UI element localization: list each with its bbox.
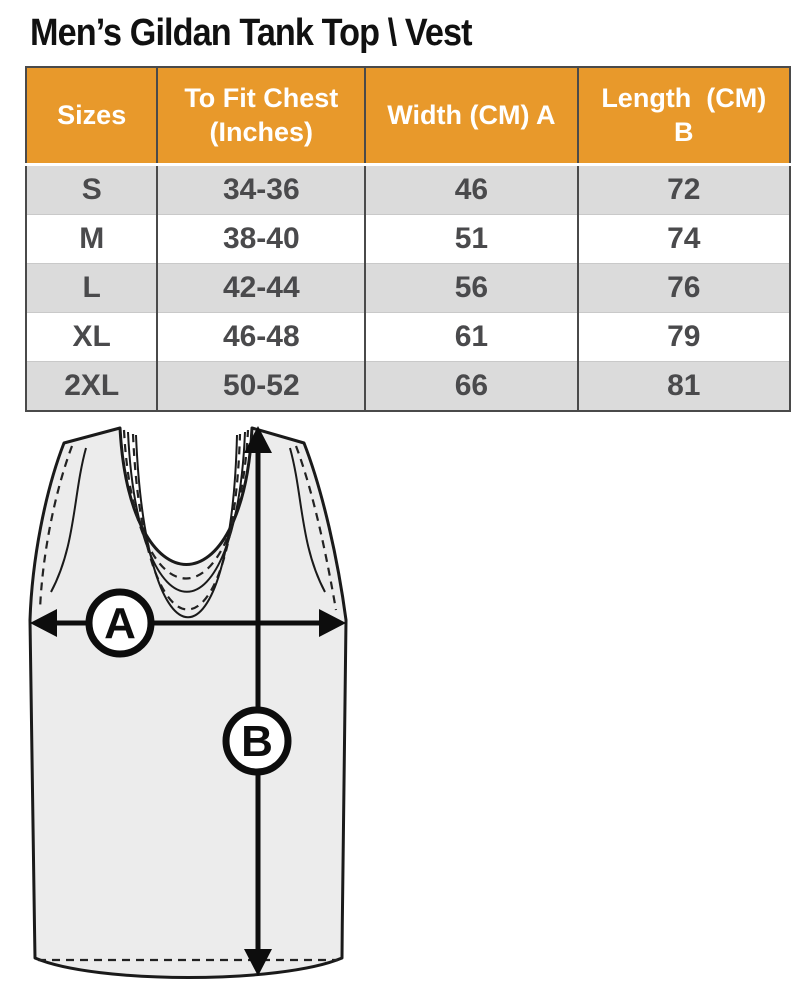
marker-b-label: B bbox=[241, 717, 273, 766]
marker-a-label: A bbox=[104, 599, 136, 648]
cell-size: XL bbox=[26, 313, 157, 362]
cell-chest: 34-36 bbox=[157, 165, 365, 215]
cell-length: 79 bbox=[578, 313, 790, 362]
header-chest: To Fit Chest (Inches) bbox=[157, 67, 365, 165]
cell-width: 66 bbox=[365, 362, 577, 412]
cell-size: L bbox=[26, 264, 157, 313]
cell-length: 81 bbox=[578, 362, 790, 412]
header-sizes: Sizes bbox=[26, 67, 157, 165]
page-title: Men’s Gildan Tank Top \ Vest bbox=[30, 12, 472, 54]
cell-chest: 46-48 bbox=[157, 313, 365, 362]
tank-top-diagram bbox=[0, 418, 380, 1000]
header-length: Length (CM) B bbox=[578, 67, 790, 165]
cell-width: 46 bbox=[365, 165, 577, 215]
size-chart-table bbox=[25, 66, 791, 412]
header-row bbox=[26, 67, 790, 165]
cell-length: 74 bbox=[578, 215, 790, 264]
cell-width: 61 bbox=[365, 313, 577, 362]
cell-chest: 50-52 bbox=[157, 362, 365, 412]
cell-length: 76 bbox=[578, 264, 790, 313]
cell-chest: 38-40 bbox=[157, 215, 365, 264]
cell-length: 72 bbox=[578, 165, 790, 215]
cell-size: 2XL bbox=[26, 362, 157, 412]
cell-size: M bbox=[26, 215, 157, 264]
header-width: Width (CM) A bbox=[365, 67, 577, 165]
table-row bbox=[26, 313, 790, 362]
cell-width: 51 bbox=[365, 215, 577, 264]
table-row bbox=[26, 264, 790, 313]
cell-size: S bbox=[26, 165, 157, 215]
cell-chest: 42-44 bbox=[157, 264, 365, 313]
table-row bbox=[26, 362, 790, 412]
table-row bbox=[26, 215, 790, 264]
table-row bbox=[26, 165, 790, 215]
cell-width: 56 bbox=[365, 264, 577, 313]
tank-top-outline bbox=[30, 428, 346, 978]
